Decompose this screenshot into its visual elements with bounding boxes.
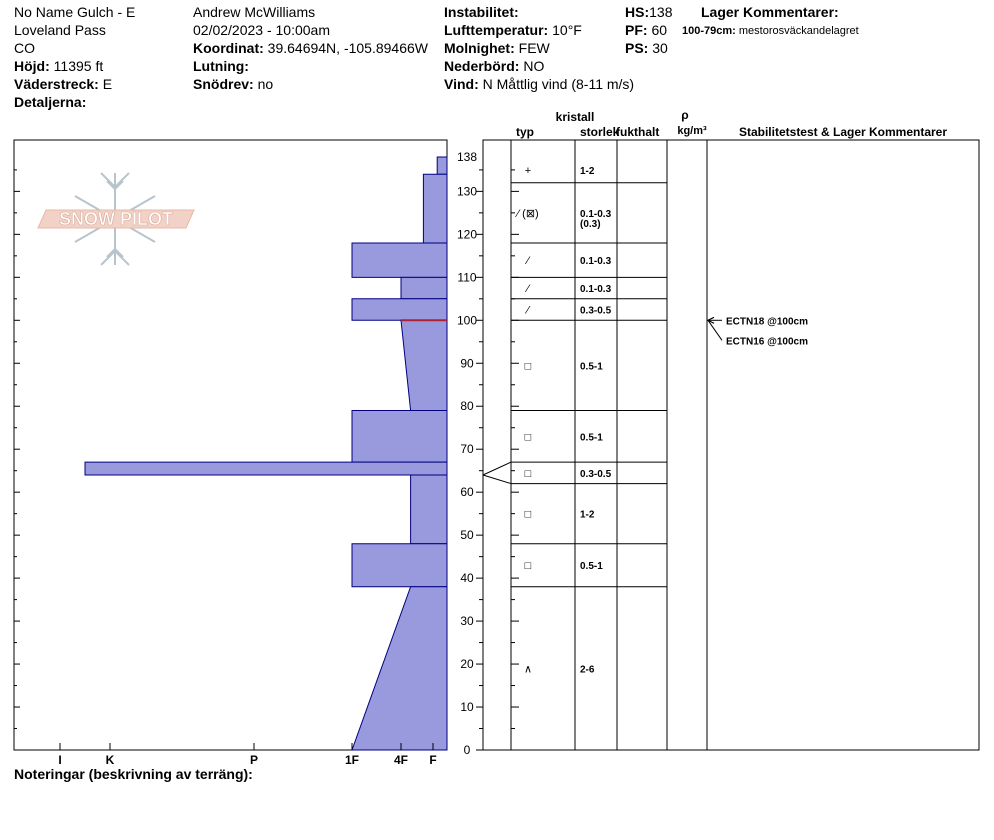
layer-comment-range: 100-79cm: [682, 25, 736, 37]
hardness-layer-3 [401, 277, 447, 298]
crystal-type-8: □ [524, 508, 532, 521]
crystal-size-6: 0.5-1 [580, 432, 603, 444]
crystal-size-5: 0.5-1 [580, 361, 603, 373]
hardness-layers [85, 157, 447, 750]
x-tick-label-1F: 1F [344, 753, 360, 767]
x-tick-label-4F: 4F [393, 753, 409, 767]
y-tick-label-0: 0 [463, 743, 471, 757]
header-moisture: fukthalt [616, 125, 660, 139]
layer-comment-text: mestorosväckandelagret [738, 25, 859, 37]
wind-value: N Måttlig vind (8-11 m/s) [482, 76, 635, 92]
layer-connector-upper [483, 462, 511, 475]
airtemp-value: 10°F [552, 22, 582, 38]
aspect-value: E [102, 76, 113, 92]
crystal-size-8: 1-2 [580, 509, 595, 521]
notes-label: Noteringar (beskrivning av terräng): [14, 766, 253, 782]
y-tick-label-60: 60 [460, 485, 474, 500]
sky-value: FEW [518, 40, 550, 56]
sky-label: Molnighet: [444, 40, 515, 56]
x-tick-label-F: F [429, 753, 437, 767]
crystal-type-4: ⁄ [527, 304, 529, 317]
y-tick-label-70: 70 [460, 442, 474, 457]
aspect-label: Väderstreck: [14, 76, 99, 92]
coord-value: 39.64694N, -105.89466W [267, 40, 428, 56]
y-tick-label-110: 110 [457, 270, 477, 285]
y-tick-label-80: 80 [460, 399, 474, 414]
header-size: storlek [580, 125, 620, 139]
hardness-layer-5 [401, 320, 447, 410]
details-label-text: Detaljerna: [14, 94, 87, 110]
y-tick-label-90: 90 [460, 356, 474, 371]
crystal-size-2: 0.1-0.3 [580, 256, 612, 268]
y-tick-label-120: 120 [456, 227, 478, 242]
header-stability: Stabilitetstest & Lager Kommentarer [738, 125, 948, 139]
wind-label: Vind: [444, 76, 479, 92]
crystal-size-0: 1-2 [580, 165, 595, 177]
hardness-layer-1 [423, 174, 447, 243]
logo-text: SNOW PILOT [59, 209, 173, 229]
stability-arrow-1 [708, 320, 722, 340]
airtemp-label: Lufttemperatur: [444, 22, 549, 38]
coord-label: Koordinat: [193, 40, 264, 56]
hardness-layer-10 [352, 587, 447, 750]
ps-label: PS: [625, 40, 649, 56]
y-tick-label-40: 40 [460, 571, 474, 586]
crystal-type-5: □ [524, 360, 532, 373]
crystal-table-frame [483, 140, 979, 750]
hardness-layer-9 [352, 544, 447, 587]
y-tick-label-30: 30 [460, 614, 474, 629]
crystal-size-10: 2-6 [580, 664, 595, 676]
x-tick-label-P: P [249, 753, 259, 767]
observer-name: Andrew McWilliams [193, 4, 316, 20]
precip-label: Nederbörd: [444, 58, 520, 74]
drift-label: Snödrev: [193, 76, 254, 92]
x-tick-label-I: I [58, 753, 62, 767]
stability-test-label-1: ECTN16 @100cm [726, 336, 809, 348]
slope-label: Lutning: [193, 58, 249, 74]
drift-value: no [257, 76, 274, 92]
header-density: kg/m³ [677, 125, 707, 137]
crystal-size-4: 0.3-0.5 [580, 305, 612, 317]
crystal-type-3: ⁄ [527, 283, 529, 296]
stability-tests [708, 316, 808, 347]
crystal-type-9: □ [524, 560, 532, 573]
y-tick-label-100: 100 [456, 313, 478, 328]
crystal-size-7: 0.3-0.5 [580, 468, 612, 480]
y-tick-label-20: 20 [460, 657, 474, 672]
header-type: typ [516, 125, 534, 139]
header-rho: ρ [681, 108, 689, 122]
hardness-layer-2 [352, 243, 447, 277]
hs-label: HS: [625, 4, 650, 20]
datetime: 02/02/2023 - 10:00am [193, 22, 330, 38]
y-tick-label-10: 10 [460, 700, 474, 715]
crystal-type-1: ⁄ (⊠) [517, 207, 539, 220]
stability-test-label-0: ECTN18 @100cm [726, 316, 809, 328]
crystal-size-1: 0.1-0.3 [580, 208, 612, 220]
crystal-type-6: □ [524, 431, 532, 444]
hardness-layer-4 [352, 299, 447, 320]
crystal-size-3: 0.1-0.3 [580, 284, 612, 296]
x-tick-label-K: K [105, 753, 115, 767]
hs-value: 138 [649, 4, 673, 20]
hardness-layer-6 [352, 411, 447, 463]
elevation-label: Höjd: [14, 58, 50, 74]
hardness-layer-7 [85, 462, 447, 475]
hardness-layer-8 [411, 475, 447, 544]
crystal-type-2: ⁄ [527, 255, 529, 268]
state-name: CO [14, 40, 35, 56]
y-tick-label-138: 138 [456, 150, 478, 164]
y-tick-label-50: 50 [460, 528, 474, 543]
area-name: Loveland Pass [14, 22, 106, 38]
layer-connector-lower [483, 475, 511, 484]
layer-comments-label: Lager Kommentarer: [701, 4, 839, 20]
crystal-type-0: + [524, 164, 532, 177]
crystal-size-9: 0.5-1 [580, 561, 603, 573]
header-crystal: kristall [555, 110, 595, 124]
elevation-value: 11395 ft [53, 58, 104, 74]
crystal-size2-1: (0.3) [580, 218, 601, 230]
location-name: No Name Gulch - E [14, 4, 136, 20]
precip-value: NO [523, 58, 545, 74]
y-tick-label-130: 130 [456, 184, 478, 199]
hardness-layer-0 [437, 157, 447, 174]
crystal-type-10: ∧ [523, 663, 533, 676]
instability-label: Instabilitet: [444, 4, 519, 20]
ps-value: 30 [652, 40, 668, 56]
crystal-type-7: □ [524, 467, 532, 480]
pf-label: PF: [625, 22, 648, 38]
pf-value: 60 [651, 22, 668, 38]
snowpilot-logo [38, 173, 194, 265]
